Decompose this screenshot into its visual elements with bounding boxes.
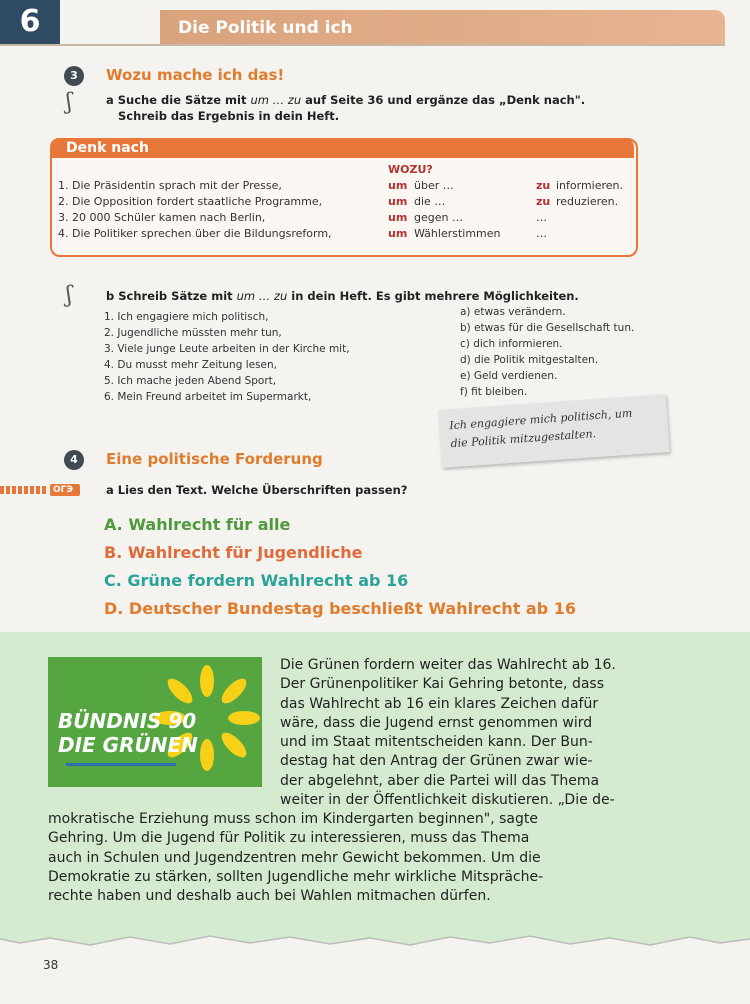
article-line: und im Staat mitentscheiden kann. Der Bun- — [280, 734, 593, 751]
pen-icon: ʃ — [66, 283, 72, 308]
example-note — [438, 394, 669, 468]
logo-line-2: DIE GRÜNEN — [58, 733, 198, 757]
exercise-4-title: Eine politische Forderung — [106, 450, 323, 468]
list-item: 6. Mein Freund arbeitet im Supermarkt, — [104, 391, 312, 403]
pen-icon: ʃ — [66, 90, 72, 115]
article-line: destag hat den Antrag der Grünen zwar wie- — [280, 753, 593, 770]
article-line: auch in Schulen und Jugendzentren mehr Gewicht bekommen. Um die — [48, 849, 541, 866]
article-line: Demokratie zu stärken, sollten Jugendliche mehr wirkliche Mitspräche- — [48, 868, 544, 885]
article-line: weiter in der Öffentlichkeit diskutieren. „Die de- — [280, 792, 615, 809]
chapter-number: 6 — [0, 0, 60, 44]
heading-option-b: B. Wahlrecht für Jugendliche — [104, 543, 363, 562]
list-item: a) etwas verändern. — [460, 306, 566, 318]
list-item: 1. Ich engagiere mich politisch, — [104, 311, 269, 323]
denk-row: 2. Die Opposition fordert staatliche Programme, um die … zu reduzieren. — [58, 195, 619, 208]
article-line: das Wahlrecht ab 16 ein klares Zeichen dafür — [280, 695, 599, 712]
heading-option-a: A. Wahlrecht für alle — [104, 515, 291, 534]
sentence-starts-list — [104, 309, 434, 405]
article-line: Der Grünenpolitiker Kai Gehring betonte, dass — [280, 676, 605, 693]
example-note-text: Ich engagiere mich politisch, um die Politik mitzugestalten. — [448, 406, 633, 451]
list-item: 2. Jugendliche müssten mehr tun, — [104, 327, 282, 339]
exercise-4-number: 4 — [64, 450, 84, 470]
exercise-4a-instruction: a Lies den Text. Welche Überschriften passen? — [106, 483, 408, 497]
exercise-3-number: 3 — [64, 66, 84, 86]
page-number: 38 — [43, 958, 59, 972]
greens-logo — [48, 657, 262, 787]
denk-row: 4. Die Politiker sprechen über die Bildungsreform, um Wählerstimmen … — [58, 227, 547, 240]
article-line: mokratische Erziehung muss schon im Kindergarten beginnen", sagte — [48, 811, 538, 827]
article-text-full — [48, 810, 668, 906]
list-item: e) Geld verdienen. — [460, 370, 558, 382]
list-item: 4. Du musst mehr Zeitung lesen, — [104, 359, 278, 371]
denk-nach-label: Denk nach — [66, 140, 149, 156]
denk-nach-rows — [58, 178, 628, 242]
article-line: der abgelehnt, aber die Partei will das Thema — [280, 772, 600, 789]
article-line: Gehring. Um die Jugend für Politik zu interessieren, muss das Thema — [48, 830, 530, 847]
heading-option-c: C. Grüne fordern Wahlrecht ab 16 — [104, 571, 409, 590]
exercise-3a-instruction: a Suche die Sätze mit um … zu auf Seite 36 und ergänze das „Denk nach". Schreib das Ergebnis in dein Heft. — [106, 93, 586, 123]
torn-paper-edge — [0, 925, 750, 955]
denk-row: 1. Die Präsidentin sprach mit der Presse, um über … zu informieren. — [58, 179, 624, 192]
logo-underline — [66, 763, 176, 766]
heading-option-d: D. Deutscher Bundestag beschließt Wahlrecht ab 16 — [104, 599, 577, 618]
article-line: Die Grünen fordern weiter das Wahlrecht ab 16. — [280, 657, 616, 673]
exercise-3-title: Wozu mache ich das! — [106, 66, 285, 84]
logo-line-1: BÜNDNIS 90 — [58, 709, 197, 733]
chapter-title: Die Politik und ich — [178, 18, 353, 38]
oge-badge: ОГЭ — [53, 485, 73, 495]
list-item: 5. Ich mache jeden Abend Sport, — [104, 375, 277, 387]
list-item: d) die Politik mitgestalten. — [460, 354, 599, 366]
article-line: wäre, dass die Jugend ernst genommen wird — [280, 714, 593, 731]
article-text-right — [280, 656, 666, 810]
list-item: 3. Viele junge Leute arbeiten in der Kirche mit, — [104, 343, 350, 355]
list-item: c) dich informieren. — [460, 338, 563, 350]
exercise-3b-instruction: b Schreib Sätze mit um … zu in dein Heft. Es gibt mehrere Möglichkeiten. — [106, 289, 579, 303]
list-item: f) fit bleiben. — [460, 386, 528, 398]
purpose-list — [460, 304, 680, 400]
wozu-label: WOZU? — [388, 163, 433, 176]
header-rule — [0, 44, 725, 46]
article-line: rechte haben und deshalb auch bei Wahlen mitmachen dürfen. — [48, 888, 491, 905]
denk-row: 3. 20 000 Schüler kamen nach Berlin, um gegen … … — [58, 211, 547, 224]
list-item: b) etwas für die Gesellschaft tun. — [460, 322, 635, 334]
